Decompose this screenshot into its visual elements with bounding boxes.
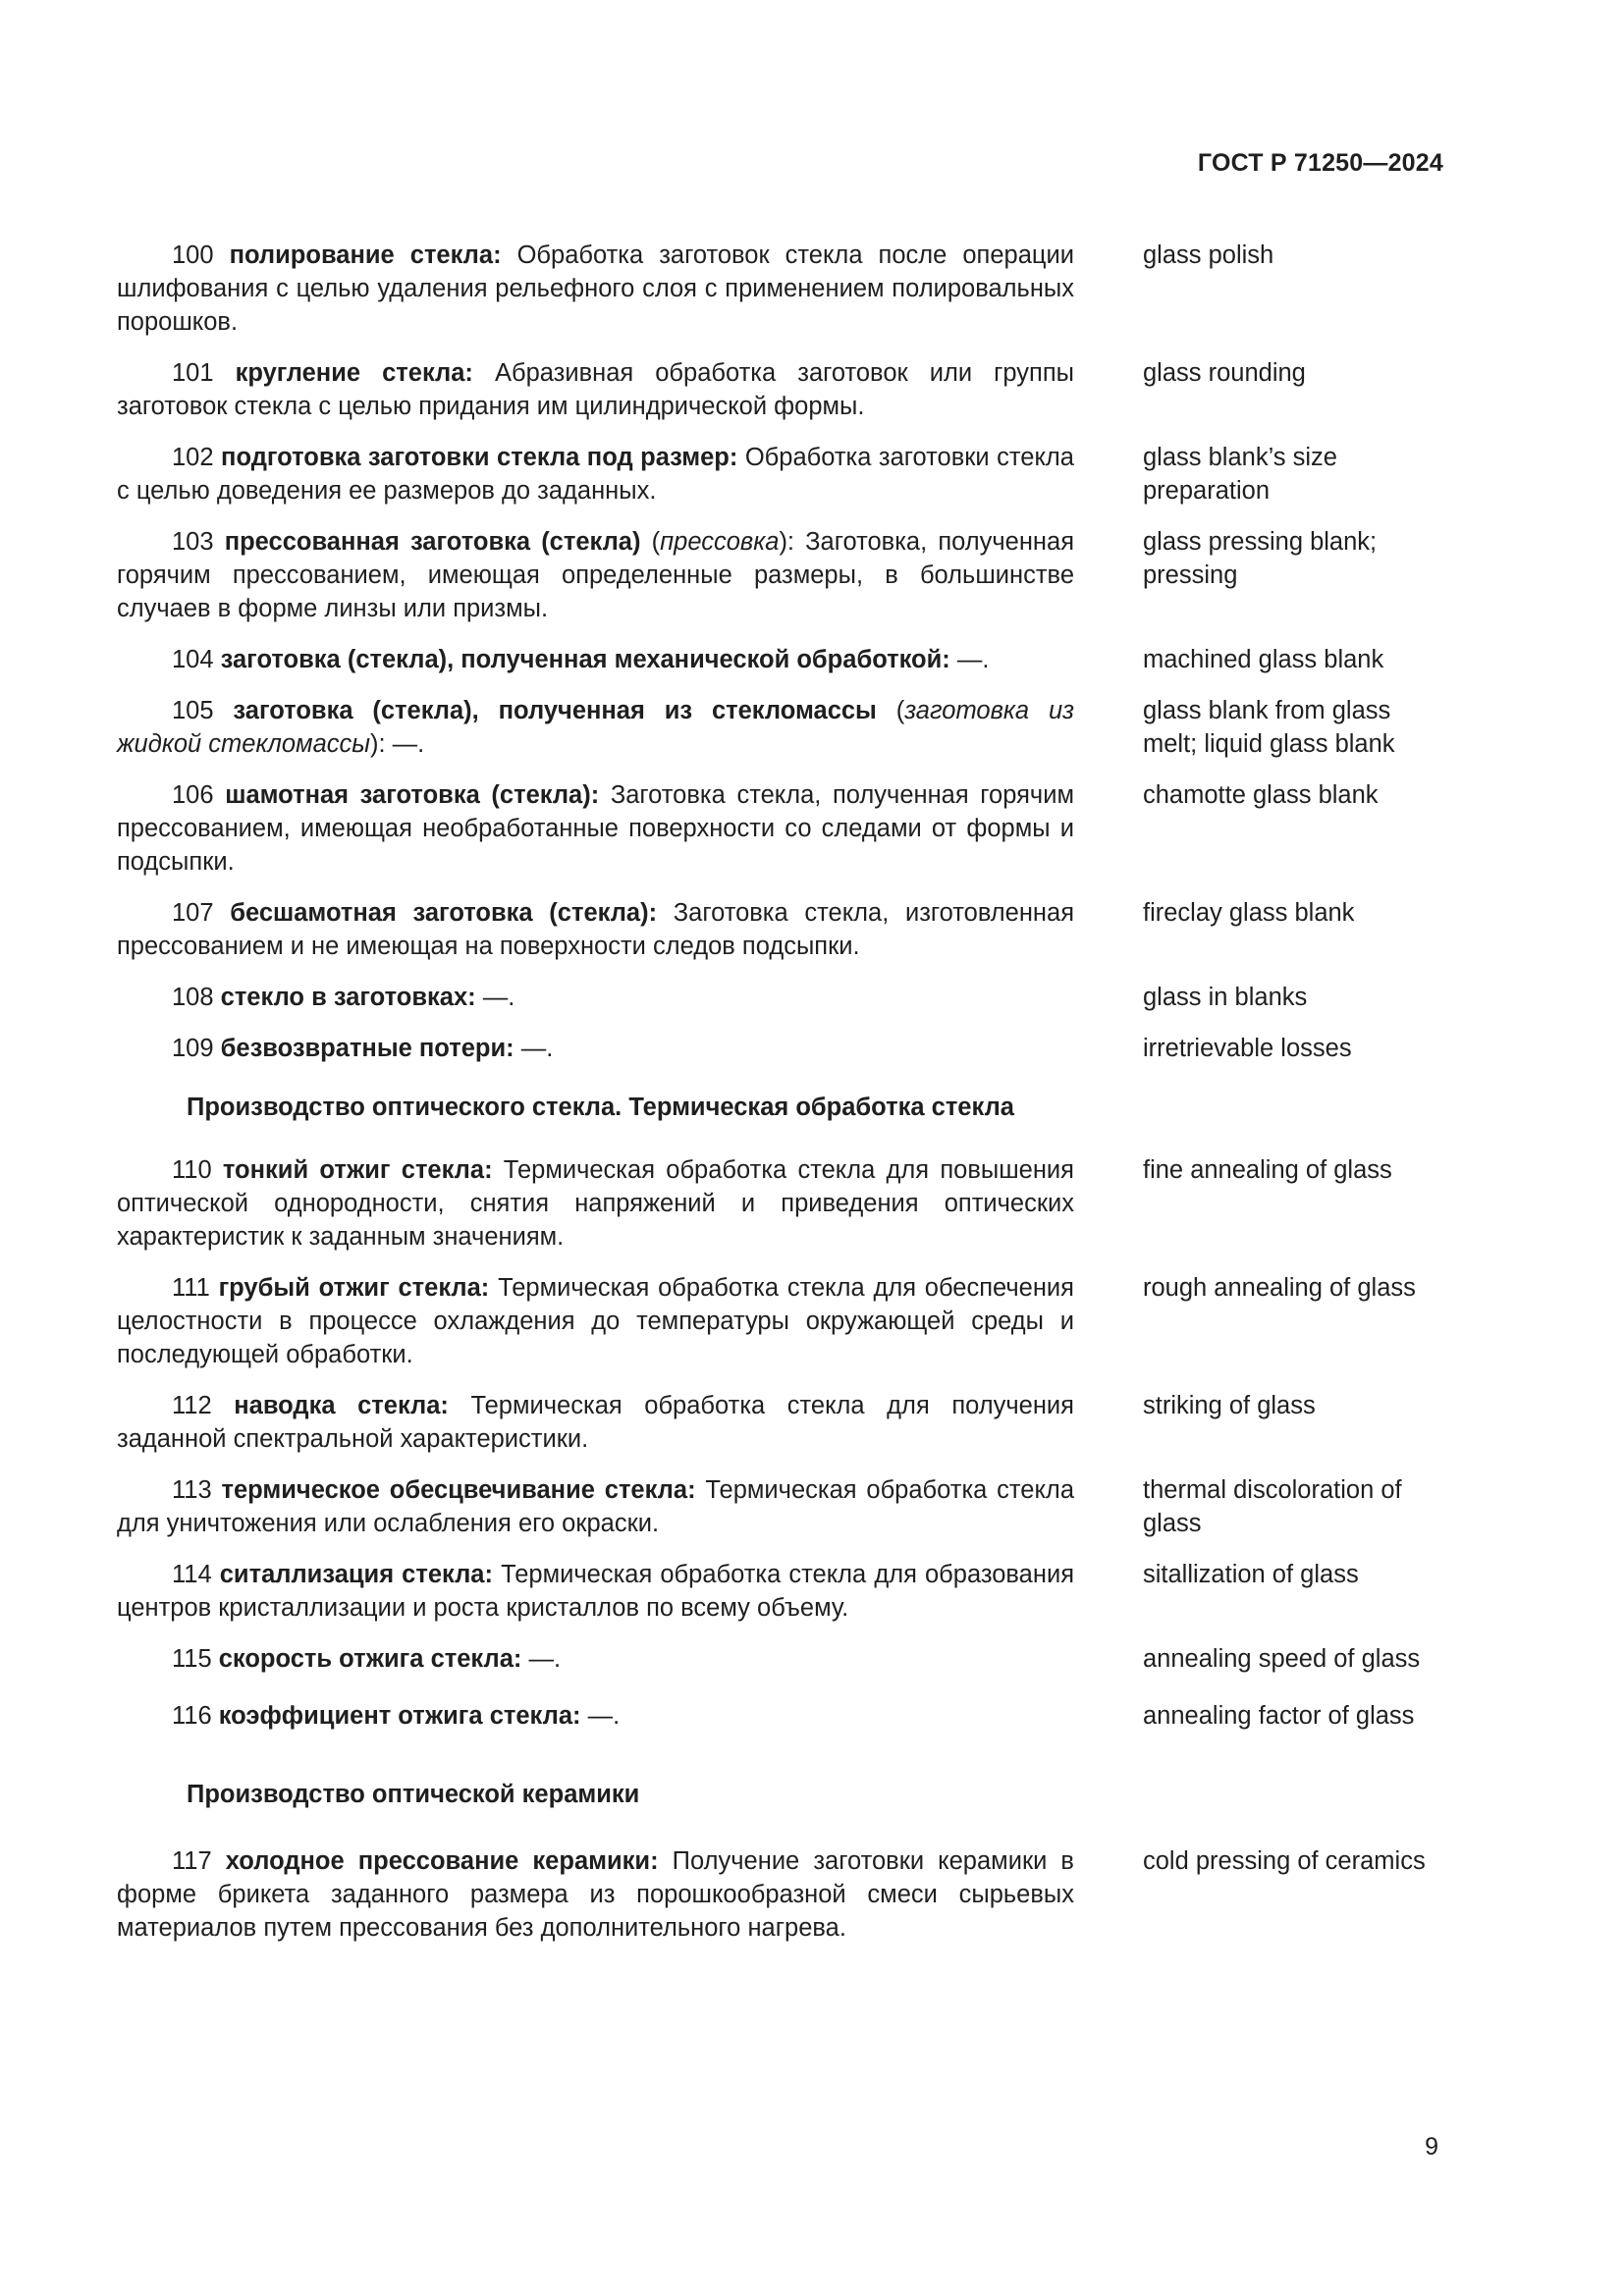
term-title: грубый отжиг стекла:: [218, 1274, 490, 1302]
term-definition-ru: [117, 1558, 1074, 1625]
term-definition-ru: [117, 694, 1074, 761]
synonym-open: (: [876, 697, 905, 724]
term-title: ситаллизация стекла:: [219, 1561, 493, 1588]
term-english-equivalent: cold pressing of ceramics: [1143, 1847, 1426, 1875]
term-english-equivalent: machined glass blank: [1143, 646, 1384, 673]
term-entry: [117, 356, 1444, 423]
term-synonym: прессовка: [660, 528, 780, 556]
term-number: 100: [172, 241, 214, 269]
section-heading-glass-heat-treatment: Производство оптического стекла. Термическая обработка стекла: [187, 1094, 1014, 1121]
term-definition-text: —.: [949, 646, 990, 673]
term-definition-text: Заготовка стекла, полученная горячим прессованием, имеющая необработанные поверхности со следами от формы и подсыпки.: [117, 781, 1074, 876]
term-definition-ru: [117, 239, 1074, 339]
term-number: 116: [172, 1702, 212, 1730]
term-title: бесшамотная заготовка (стекла):: [230, 899, 658, 927]
term-definition-ru: [117, 1699, 1074, 1733]
term-english-equivalent: fireclay glass blank: [1143, 899, 1355, 927]
term-title: стекло в заготовках:: [220, 984, 476, 1011]
term-title: скорость отжига стекла:: [218, 1645, 522, 1673]
term-definition-text: —.: [580, 1702, 621, 1730]
term-definition-ru: [117, 1153, 1074, 1254]
term-definition-text: Получение заготовки керамики в форме брикета заданного размера из порошкообразной смеси сырьевых материалов путем прессования без дополнительного нагрева.: [117, 1847, 1074, 1942]
term-definition-ru: [117, 1844, 1074, 1945]
term-english-equivalent: striking of glass: [1143, 1392, 1316, 1419]
term-entry: [117, 1153, 1444, 1254]
term-definition-text: ): Заготовка, полученная горячим прессованием, имеющая определенные размеры, в большинстве случаев в форме линзы или призмы.: [117, 528, 1074, 622]
term-entry: [117, 525, 1444, 625]
term-number: 115: [172, 1645, 212, 1673]
document-header: ГОСТ Р 71250—2024: [1197, 149, 1443, 177]
term-definition-ru: [117, 1389, 1074, 1456]
term-number: 114: [172, 1561, 212, 1588]
term-number: 112: [172, 1392, 212, 1419]
terms-group-2: [117, 1153, 1444, 1733]
term-definition-text: Абразивная обработка заготовок или группы заготовок стекла с целью придания им цилиндрической формы.: [117, 359, 1075, 420]
term-english-equivalent: glass pressing blank; pressing: [1143, 528, 1378, 589]
term-entry: [117, 896, 1444, 963]
term-definition-text: Термическая обработка стекла для образования центров кристаллизации и роста кристаллов по всему объему.: [117, 1561, 1074, 1622]
term-number: 109: [172, 1035, 214, 1062]
term-title: тонкий отжиг стекла:: [222, 1156, 493, 1184]
term-definition-text: Обработка заготовки стекла с целью доведения ее размеров до заданных.: [117, 444, 1074, 505]
term-english-equivalent: annealing speed of glass: [1143, 1645, 1421, 1673]
term-title: безвозвратные потери:: [220, 1035, 514, 1062]
term-number: 105: [172, 697, 214, 724]
terms-content: [117, 239, 1444, 1962]
term-definition-text: Термическая обработка стекла для повышения оптической однородности, снятия напряжений и приведения оптических характеристик к заданным значениям.: [117, 1156, 1074, 1251]
term-number: 103: [172, 528, 214, 556]
term-english-equivalent: chamotte glass blank: [1143, 781, 1379, 809]
term-title: коэффициент отжига стекла:: [218, 1702, 581, 1730]
term-title: холодное прессование керамики:: [225, 1847, 659, 1875]
section-heading-optical-ceramics: Производство оптической керамики: [187, 1781, 640, 1808]
term-entry: [117, 239, 1444, 339]
term-number: 106: [172, 781, 214, 809]
term-english-equivalent: glass polish: [1143, 241, 1274, 269]
term-english-equivalent: rough annealing of glass: [1143, 1274, 1416, 1302]
term-entry: [117, 1271, 1444, 1371]
term-title: кругление стекла:: [235, 359, 473, 387]
term-number: 101: [172, 359, 214, 387]
term-definition-text: —.: [521, 1645, 562, 1673]
terms-group-3: [117, 1844, 1444, 1945]
term-definition-text: —.: [514, 1035, 554, 1062]
term-definition-ru: [117, 643, 1074, 676]
term-entry: [117, 1558, 1444, 1625]
term-number: 117: [172, 1847, 212, 1875]
term-entry: [117, 981, 1444, 1014]
term-entry: [117, 1032, 1444, 1065]
term-english-equivalent: annealing factor of glass: [1143, 1702, 1415, 1730]
terms-group-1: [117, 239, 1444, 1065]
term-number: 113: [172, 1476, 212, 1504]
term-entry: [117, 1699, 1444, 1733]
term-definition-ru: [117, 981, 1074, 1014]
term-english-equivalent: fine annealing of glass: [1143, 1156, 1392, 1184]
term-entry: [117, 694, 1444, 761]
term-definition-ru: [117, 1032, 1074, 1065]
term-definition-text: Термическая обработка стекла для обеспечения целостности в процессе охлаждения до температуры окружающей среды и последующей обработки.: [117, 1274, 1074, 1368]
term-english-equivalent: sitallization of glass: [1143, 1561, 1359, 1588]
term-english-equivalent: thermal discoloration of glass: [1143, 1476, 1402, 1537]
term-entry: [117, 441, 1444, 507]
term-definition-ru: [117, 1473, 1074, 1540]
term-number: 110: [172, 1156, 212, 1184]
term-number: 108: [172, 984, 214, 1011]
term-definition-ru: [117, 356, 1074, 423]
term-english-equivalent: glass rounding: [1143, 359, 1306, 387]
term-number: 102: [172, 444, 214, 471]
page-number: 9: [1425, 2133, 1438, 2161]
term-english-equivalent: irretrievable losses: [1143, 1035, 1352, 1062]
term-definition-ru: [117, 1271, 1074, 1371]
term-title: подготовка заготовки стекла под размер:: [221, 444, 738, 471]
term-english-equivalent: glass blank from glass melt; liquid glass blank: [1143, 697, 1395, 758]
term-entry: [117, 1844, 1444, 1945]
term-definition-ru: [117, 525, 1074, 625]
term-definition-text: Термическая обработка стекла для уничтожения или ослабления его окраски.: [117, 1476, 1074, 1537]
term-definition-ru: [117, 441, 1074, 507]
term-entry: [117, 1473, 1444, 1540]
term-english-equivalent: glass in blanks: [1143, 984, 1308, 1011]
term-title: прессованная заготовка (стекла): [224, 528, 641, 556]
term-definition-ru: [117, 896, 1074, 963]
term-entry: [117, 1642, 1444, 1676]
term-title: заготовка (стекла), полученная механической обработкой:: [220, 646, 950, 673]
term-entry: [117, 643, 1444, 676]
term-title: заготовка (стекла), полученная из стекломассы: [233, 697, 877, 724]
term-synonym: заготовка из жидкой стекломассы: [117, 697, 1075, 758]
term-title: термическое обесцвечивание стекла:: [221, 1476, 696, 1504]
term-definition-text: ): —.: [370, 730, 425, 758]
term-title: наводка стекла:: [234, 1392, 449, 1419]
term-entry: [117, 1389, 1444, 1456]
term-number: 104: [172, 646, 214, 673]
term-number: 107: [172, 899, 214, 927]
term-number: 111: [172, 1274, 210, 1302]
term-english-equivalent: glass blank’s size preparation: [1143, 444, 1337, 505]
term-entry: [117, 778, 1444, 879]
term-definition-ru: [117, 778, 1074, 879]
term-definition-text: Термическая обработка стекла для получения заданной спектральной характеристики.: [117, 1392, 1074, 1453]
term-definition-text: Заготовка стекла, изготовленная прессованием и не имеющая на поверхности следов подсыпки.: [117, 899, 1075, 960]
term-title: шамотная заготовка (стекла):: [225, 781, 600, 809]
term-definition-text: —.: [475, 984, 515, 1011]
term-title: полирование стекла:: [229, 241, 502, 269]
synonym-open: (: [640, 528, 661, 556]
term-definition-text: Обработка заготовок стекла после операции шлифования с целью удаления рельефного слоя с применением полировальных порошков.: [117, 241, 1074, 336]
term-definition-ru: [117, 1642, 1074, 1676]
